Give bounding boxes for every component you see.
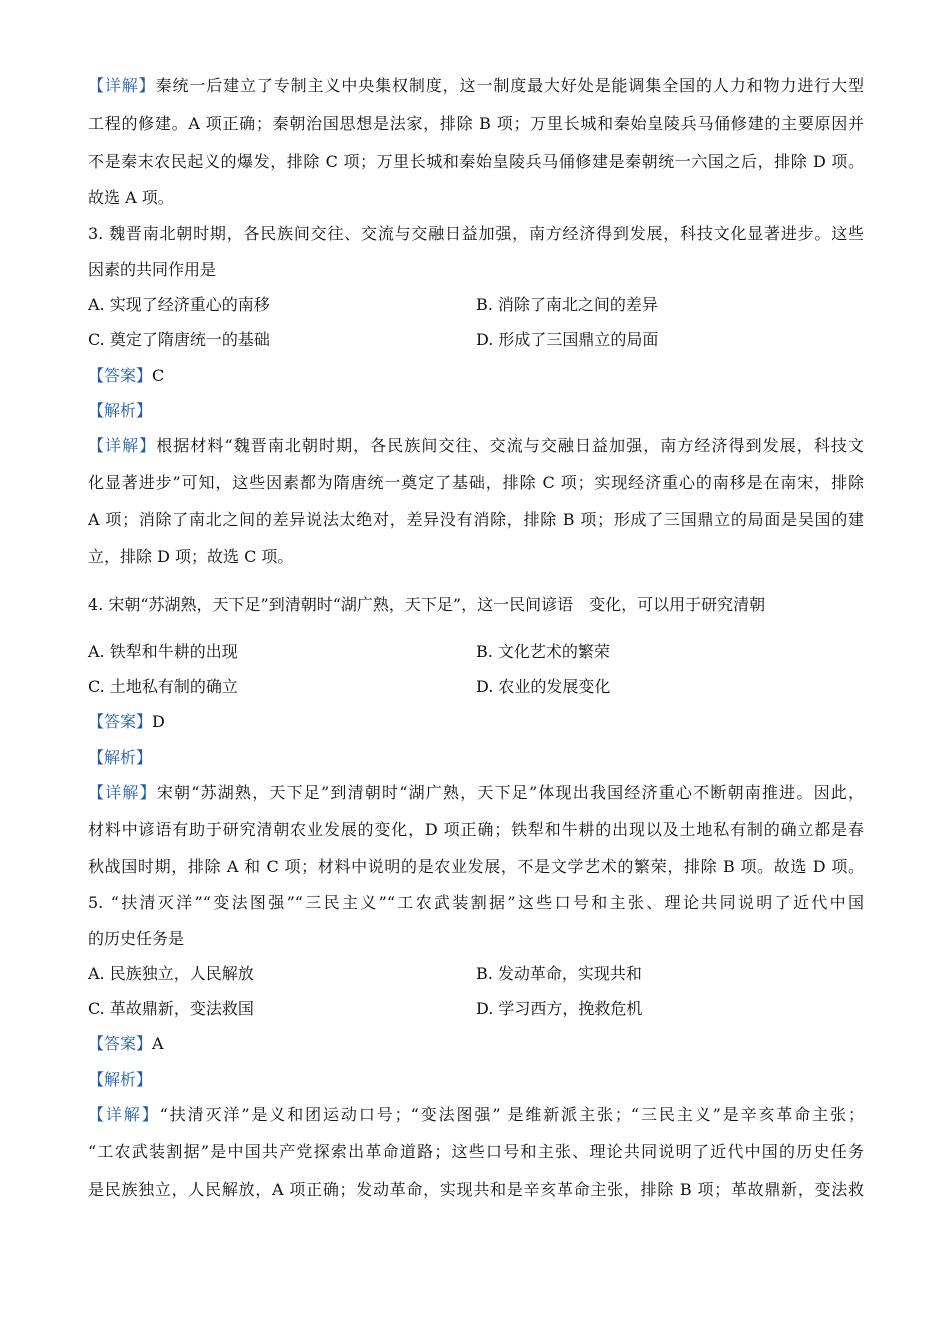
q5-option-d: D. 学习西方，挽救危机 (476, 999, 643, 1018)
answer-tag: 【答案】 (88, 1034, 153, 1053)
answer-value: D (152, 712, 165, 731)
prev-detail-line-4: 故选 A 项。 (88, 188, 174, 207)
detail-tag: 【详解】 (88, 783, 157, 802)
q4-detail-line-2: 材料中谚语有助于研究清朝农业发展的变化，D 项正确；铁犁和牛耕的出现以及土地私有制的确立都是春 (88, 820, 864, 839)
q3-option-a: A. 实现了经济重心的南移 (88, 295, 270, 314)
q3-option-d: D. 形成了三国鼎立的局面 (476, 330, 659, 349)
q4-stem-line-1: 4. 宋朝“苏湖熟，天下足”到清朝时“湖广熟，天下足”，这一民间谚语 变化，可以用于研究清朝 (88, 595, 766, 614)
q4-option-b: B. 文化艺术的繁荣 (476, 642, 610, 661)
q5-option-c: C. 革故鼎新，变法救国 (88, 999, 254, 1018)
answer-tag: 【答案】 (88, 366, 153, 385)
prev-detail-line-3: 不是秦末农民起义的爆发，排除 C 项；万里长城和秦始皇陵兵马俑修建是秦朝统一六国之后，排除 D 项。 (88, 152, 864, 171)
answer-value: A (152, 1034, 164, 1053)
q3-stem-line-1: 3. 魏晋南北朝时期，各民族间交往、交流与交融日益加强，南方经济得到发展，科技文化显著进步。这些 (88, 224, 864, 243)
q4-answer (88, 712, 165, 732)
detail-tag: 【详解】 (88, 436, 157, 455)
q3-detail-line-4: 立，排除 D 项；故选 C 项。 (88, 547, 294, 566)
answer-tag: 【答案】 (88, 712, 153, 731)
q5-analysis-tag: 【解析】 (88, 1070, 153, 1089)
q5-detail-line-1: 【详解】“扶清灭洋”是义和团运动口号；“变法图强” 是维新派主张；“三民主义”是辛亥革命主张； (88, 1105, 864, 1124)
q4-detail-line-1: 【详解】宋朝“苏湖熟，天下足”到清朝时“湖广熟，天下足”体现出我国经济重心不断朝南推进。因此， (88, 783, 864, 802)
q3-answer (88, 366, 164, 386)
detail-tag: 【详解】 (88, 76, 156, 95)
q5-stem-line-1: 5. “扶清灭洋”“变法图强”“三民主义”“工农武装割据”这些口号和主张、理论共同说明了近代中国 (88, 893, 864, 912)
q3-option-c: C. 奠定了隋唐统一的基础 (88, 330, 270, 349)
q4-analysis-tag: 【解析】 (88, 748, 153, 767)
q5-option-a: A. 民族独立，人民解放 (88, 964, 254, 983)
q3-detail-line-3: A 项；消除了南北之间的差异说法太绝对，差异没有消除，排除 B 项；形成了三国鼎立的局面是吴国的建 (88, 510, 864, 529)
q3-detail-line-2: 化显著进步”可知，这些因素都为隋唐统一奠定了基础，排除 C 项；实现经济重心的南移是在南宋，排除 (88, 473, 864, 492)
q5-stem-line-2: 的历史任务是 (88, 929, 185, 948)
q4-option-c: C. 土地私有制的确立 (88, 677, 238, 696)
q5-detail-line-3: 是民族独立，人民解放，A 项正确；发动革命，实现共和是辛亥革命主张，排除 B 项；革故鼎新，变法救 (88, 1180, 864, 1199)
q3-detail-line-1: 【详解】根据材料“魏晋南北朝时期，各民族间交往、交流与交融日益加强，南方经济得到发展，科技文 (88, 436, 864, 455)
q3-option-b: B. 消除了南北之间的差异 (476, 295, 658, 314)
q4-option-d: D. 农业的发展变化 (476, 677, 611, 696)
prev-detail-line-1: 【详解】秦统一后建立了专制主义中央集权制度，这一制度最大好处是能调集全国的人力和物力进行大型 (88, 76, 864, 95)
answer-value: C (152, 366, 165, 385)
q5-answer (88, 1034, 164, 1054)
q5-option-b: B. 发动革命，实现共和 (476, 964, 642, 983)
q3-stem-line-2: 因素的共同作用是 (88, 260, 217, 279)
q3-analysis-tag: 【解析】 (88, 401, 153, 420)
q4-option-a: A. 铁犁和牛耕的出现 (88, 642, 238, 661)
q5-detail-line-2: “工农武装割据”是中国共产党探索出革命道路；这些口号和主张、理论共同说明了近代中国的历史任务 (88, 1142, 864, 1161)
detail-tag: 【详解】 (88, 1105, 160, 1124)
q4-detail-line-3: 秋战国时期，排除 A 和 C 项；材料中说明的是农业发展，不是文学艺术的繁荣，排除 B 项。故选 D 项。 (88, 857, 864, 876)
prev-detail-line-2: 工程的修建。A 项正确；秦朝治国思想是法家，排除 B 项；万里长城和秦始皇陵兵马俑修建的主要原因并 (88, 114, 864, 133)
